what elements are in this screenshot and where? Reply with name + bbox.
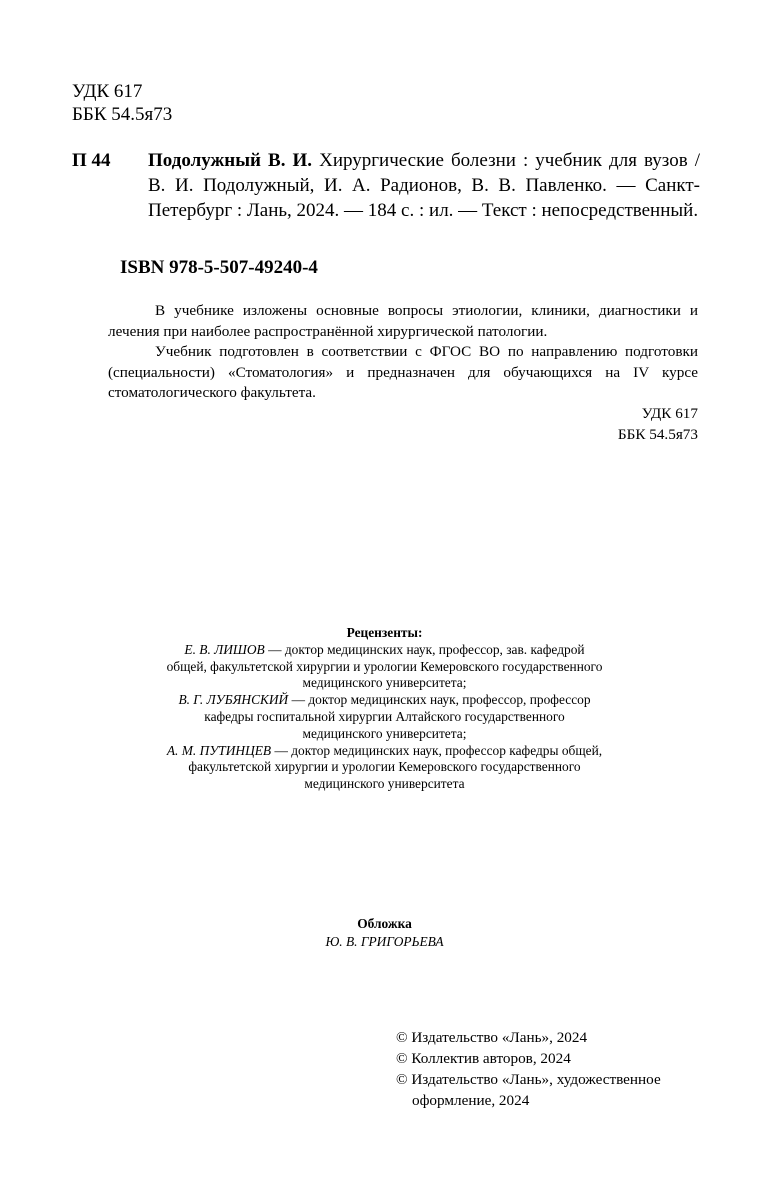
author-mark: П 44: [72, 150, 111, 171]
reviewer-affiliation: медицинского университета: [304, 776, 465, 792]
reviewer-affiliation: медицинского университета;: [302, 675, 467, 691]
udk-code: УДК 617: [641, 405, 698, 422]
description-text: Хирургические болезни : учебник для вузов / В. И. Подолужный, И. А. Радионов, В. В. Павленко. — Санкт-Петербург : Лань, 2024. — 184 с. : ил. — Текст : непосредственный.: [148, 150, 701, 221]
isbn: ISBN 978-5-507-49240-4: [120, 257, 318, 278]
cover-credit: [0, 915, 769, 951]
reviewer-affiliation: факультетской хирургии и урологии Кемеровского государственного: [188, 759, 581, 775]
annotation: [108, 301, 698, 404]
copyright-line: © Коллектив авторов, 2024: [396, 1050, 571, 1067]
copyright-block: [396, 1027, 661, 1111]
reviewer-name: А. М. ПУТИНЦЕВ: [166, 742, 272, 758]
reviewer-name: Е. В. ЛИШОВ: [184, 641, 265, 657]
reviewers-heading: Рецензенты:: [346, 625, 423, 640]
bbk-code: ББК 54.5я73: [72, 104, 173, 125]
udk-code: УДК 617: [72, 81, 143, 102]
annotation-paragraph: В учебнике изложены основные вопросы этиологии, клиники, диагностики и лечения при наиболее распространённой хирургической патологии.: [108, 302, 698, 340]
reviewer-name: В. Г. ЛУБЯНСКИЙ: [178, 692, 289, 708]
classification-block: [72, 80, 172, 126]
bibliographic-description: [148, 148, 700, 223]
cover-designer: Ю. В. ГРИГОРЬЕВА: [325, 934, 444, 949]
classification-block-right: [618, 404, 698, 445]
cover-heading: Обложка: [357, 916, 412, 931]
reviewer-affiliation: кафедры госпитальной хирургии Алтайского государственного: [204, 708, 565, 724]
annotation-paragraph: Учебник подготовлен в соответствии с ФГОС ВО по направлению подготовки (специальности) «Стоматология» и предназначен для обучающихся на IV курсе стоматологического факультета.: [108, 343, 698, 401]
bbk-code: ББК 54.5я73: [617, 425, 698, 443]
reviewer-entry: [0, 692, 769, 742]
reviewer-title: — доктор медицинских наук, профессор кафедры общей,: [271, 742, 603, 758]
reviewer-affiliation: общей, факультетской хирургии и урологии Кемеровского государственного: [166, 658, 603, 674]
reviewer-title: — доктор медицинских наук, профессор, профессор: [288, 692, 591, 708]
author-name: Подолужный В. И.: [148, 150, 313, 171]
copyright-line: оформление, 2024: [412, 1092, 530, 1109]
reviewer-entry: [0, 743, 769, 793]
reviewer-title: — доктор медицинских наук, профессор, зав. кафедрой: [264, 641, 585, 657]
reviewers-section: [0, 625, 769, 793]
catalog-entry: [72, 148, 700, 223]
copyright-line: © Издательство «Лань», 2024: [396, 1029, 588, 1046]
reviewer-entry: [0, 642, 769, 692]
copyright-line: © Издательство «Лань», художественное: [396, 1071, 661, 1088]
reviewer-affiliation: медицинского университета;: [302, 725, 467, 741]
